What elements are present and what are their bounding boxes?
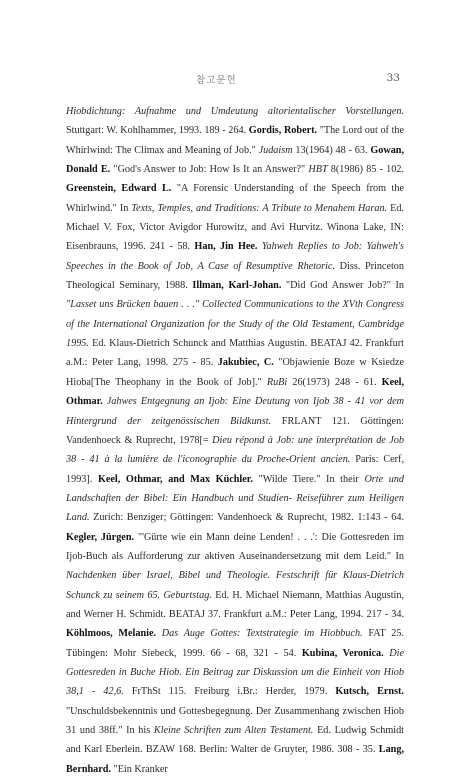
author-name: Han, Jin Hee. [194, 241, 258, 253]
citation-text: "The Lord out of the Whirlwind: The Climax and Meaning of Job." [66, 125, 405, 156]
author-name: Kubina, Veronica. [301, 647, 384, 659]
author-name: Gowan, Donald E. [66, 144, 404, 176]
italic-title: Texts, Temples, and Traditions: A Tribute to Menahem Haran. [131, 202, 388, 214]
citation-text: Zurich: Benziger; Göttingen: Vandenhoeck & Ruprecht, 1982. 1:143 - 64. [89, 512, 404, 524]
citation-text: FRLANT 121. Göttingen: Vandenhoeck & Ruprecht, 1978[= [66, 415, 405, 446]
page-number: 33 [386, 72, 400, 84]
author-name: Kegler, Jürgen. [66, 531, 135, 543]
italic-title: Nachdenken über Israel, Bibel und Theologie. Festschrift für Klaus-Dietrich Schunck zu seinem 65. Geburtstag. [66, 570, 404, 601]
author-name: Lang, Bernhard. [66, 744, 404, 775]
citation-text: Ed. Klaus-Dietrich Schunck and Matthias Augustin. BEATAJ 42. Frankfurt a.M.: Peter Lang, 1998. 275 - 85. [66, 338, 404, 369]
author-name: Gordis, Robert. [248, 125, 318, 137]
running-title: 참고문헌 [196, 75, 237, 86]
author-name: Keel, Othmar, and Max Küchler. [97, 473, 253, 485]
citation-text: 8(1986) 85 - 102. [327, 164, 404, 176]
citation-text: "Wilde Tiere." In their [252, 473, 365, 485]
citation-text: 26(1973) 248 - 61. [287, 376, 382, 388]
citation-text: FAT 25. Tübingen: Mohr Siebeck, 1999. 66 - 68, 321 - 54. [66, 628, 404, 659]
citation-text: FrThSt 115. Freiburg i.Br.: Herder, 1979. [123, 686, 336, 698]
citation-text: "Unschuldsbekenntnis und Gottesbegegnung. Der Zusammenhang zwischen Hiob 31 und 38ff." In his [66, 705, 404, 736]
italic-title: Yahweh Replies to Job: Yahweh's Speeches in the Book of Job, A Case of Resumptive Rhetoric. [66, 241, 405, 272]
running-header [0, 72, 470, 86]
citation-text: "Ein Kranker [111, 763, 168, 775]
author-name: Kutsch, Ernst. [335, 686, 404, 698]
italic-title: Die Gottesreden in Buche Hiob. Ein Beitrag zur Diskussion um die Einheit von Hiob 38,1 - 42,6. [66, 647, 405, 698]
citation-text: 13(1964) 48 - 63. [292, 144, 371, 156]
italic-title: Kleine Schriften zum Alten Testament. [153, 725, 314, 736]
italic-title: Orte und Landschaften der Bibel: Ein Handbuch und Studien- Reiseführer zum Heiligen Land. [66, 473, 405, 524]
citation-text: Ed. Michael V. Fox, Victor Avigdor Hurowitz, and Avi Hurvitz. Winona Lake, IN: Eisenbrauns, 1996. 241 - 58. [66, 202, 404, 253]
citation-text: Ed. H. Michael Niemann, Matthias Augustin, and Werner H. Schmidt. BEATAJ 37. Frankfurt a.M.: Peter Lang, 1994. 217 - 34. [66, 589, 404, 620]
citation-text: "'Gürte wie ein Mann deine Lenden! . . .': Die Gottesreden im Ijob-Buch als Aufforderung zur aktiven Auseinandersetzung mit dem Leid." In [66, 531, 404, 562]
citation-text: "Objawienie Boze w Ksiedze Hioba[The Theophany in the Book of Job]." [66, 357, 405, 388]
citation-text: "God's Answer to Job: How Is It an Answer?" [110, 164, 309, 176]
citation-text: "Did God Answer Job?" In [281, 280, 404, 292]
author-name: Jakubiec, C. [217, 357, 274, 369]
author-name: Illman, Karl-Johan. [192, 280, 282, 292]
italic-title: Jahwes Entgegnung an Ijob: Eine Deutung von Ijob 38 - 41 vor dem Hintergrund der zeitgenössischen Bildkunst. [66, 396, 405, 427]
bibliography-text [66, 102, 404, 779]
citation-text: Paris: Cerf, 1993]. [66, 454, 404, 485]
author-name: Keel, Othmar. [66, 376, 404, 408]
italic-title: HBT [308, 164, 328, 176]
citation-text: Ed. Ludwig Schmidt and Karl Eberlein. BZAW 168. Berlin: Walter de Gruyter, 1986. 308 - 35. [66, 725, 405, 756]
italic-title: Das Auge Gottes: Textstrategie im Hiobbuch. [161, 628, 363, 640]
italic-title: "Lasset uns Brücken bauen . . ." Collected Communications to the XVth Congress of the International Organization for the Study of the Old Testament, Cambridge 1995. [66, 299, 404, 350]
italic-title: RuBi [266, 376, 288, 388]
author-name: Köhlmoos, Melanie. [66, 628, 157, 640]
author-name: Greenstein, Edward L. [66, 183, 172, 195]
italic-title: Hiobdichtung: Aufnahme und Umdeutung altorientalischer Vorstellungen. [66, 106, 404, 117]
citation-text: Stuttgart: W. Kohlhammer, 1993. 189 - 264. [66, 125, 249, 137]
citation-text: "A Forensic Understanding of the Speech from the Whirlwind." In [66, 183, 404, 214]
italic-title: Dieu répond à Job: une interprétation de Job 38 - 41 à la lumière de l'iconographie du Proche-Orient ancien. [66, 434, 404, 466]
citation-text: Diss. Princeton Theological Seminary, 1988. [66, 260, 404, 292]
italic-title: Judaism [258, 144, 293, 156]
